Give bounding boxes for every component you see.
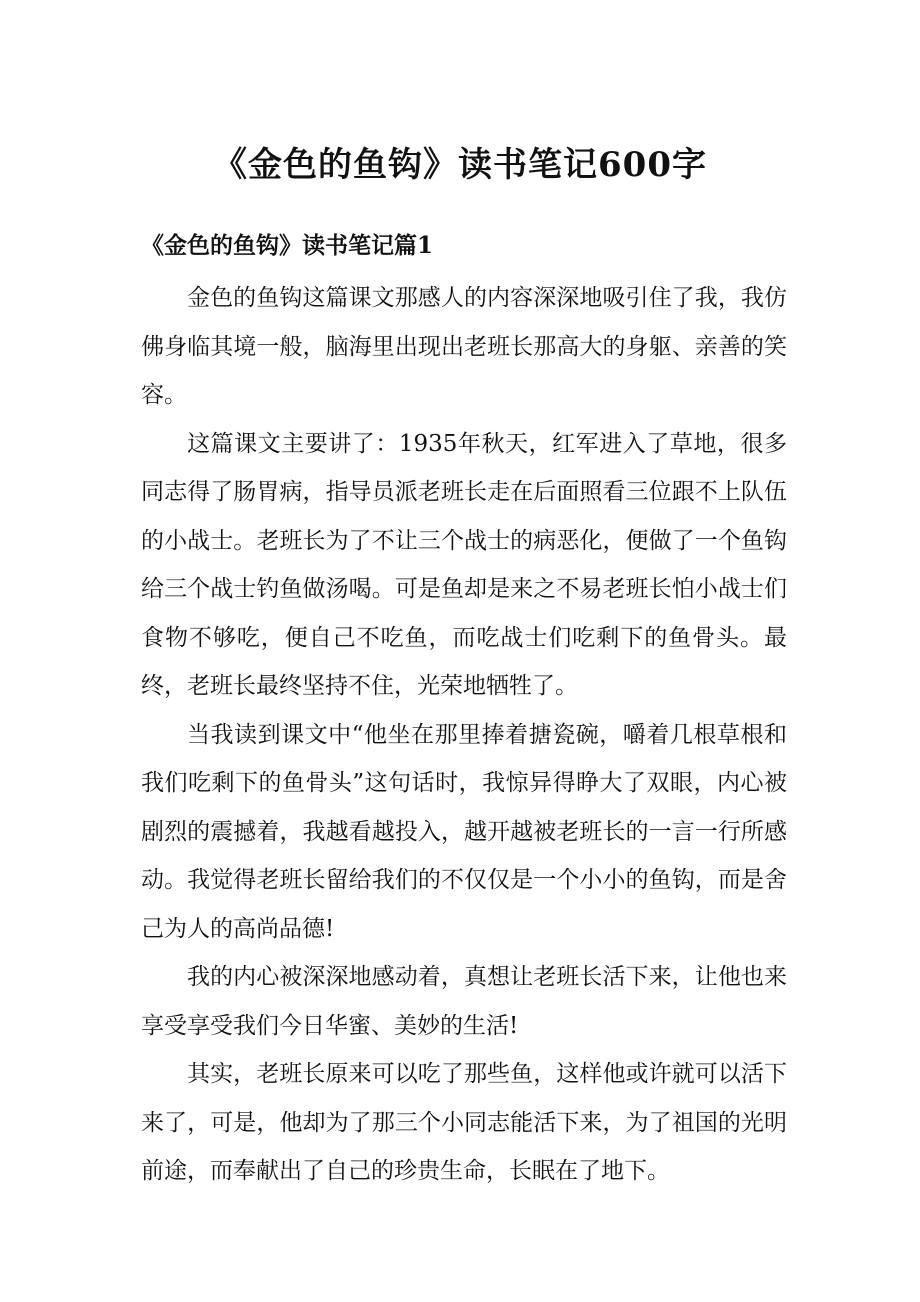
paragraph: 这篇课文主要讲了：1935年秋天，红军进入了草地，很多同志得了肠胃病，指导员派老班长走在后面照看三位跟不上队伍的小战士。老班长为了不让三个战士的病恶化，便做了一个鱼钩给三个战士钓鱼做汤喝。可是鱼却是来之不易老班长怕小战士们食物不够吃，便自己不吃鱼，而吃战士们吃剩下的鱼骨头。最终，老班长最终坚持不住，光荣地牺牲了。 <box>141 430 787 699</box>
document-title: 《金色的鱼钩》读书笔记600字 <box>213 145 707 185</box>
paragraph: 当我读到课文中“他坐在那里捧着搪瓷碗，嚼着几根草根和我们吃剩下的鱼骨头”这句话时，我惊异得睁大了双眼，内心被剧烈的震撼着，我越看越投入，越开越被老班长的一言一行所感动。我觉得老班长留给我们的不仅仅是一个小小的鱼钩，而是舍己为人的高尚品德! <box>141 721 787 942</box>
paragraph: 其实，老班长原来可以吃了那些鱼，这样他或许就可以活下来了，可是，他却为了那三个小同志能活下来，为了祖国的光明前途，而奉献出了自己的珍贵生命，长眠在了地下。 <box>141 1061 787 1184</box>
paragraph: 金色的鱼钩这篇课文那感人的内容深深地吸引住了我，我仿佛身临其境一般，脑海里出现出老班长那高大的身躯、亲善的笑容。 <box>141 285 787 408</box>
paragraph: 我的内心被深深地感动着，真想让老班长活下来，让他也来享受享受我们今日华蜜、美妙的生活! <box>141 964 787 1039</box>
section-heading: 《金色的鱼钩》读书笔记篇1 <box>141 232 434 259</box>
body-text <box>141 274 787 1196</box>
